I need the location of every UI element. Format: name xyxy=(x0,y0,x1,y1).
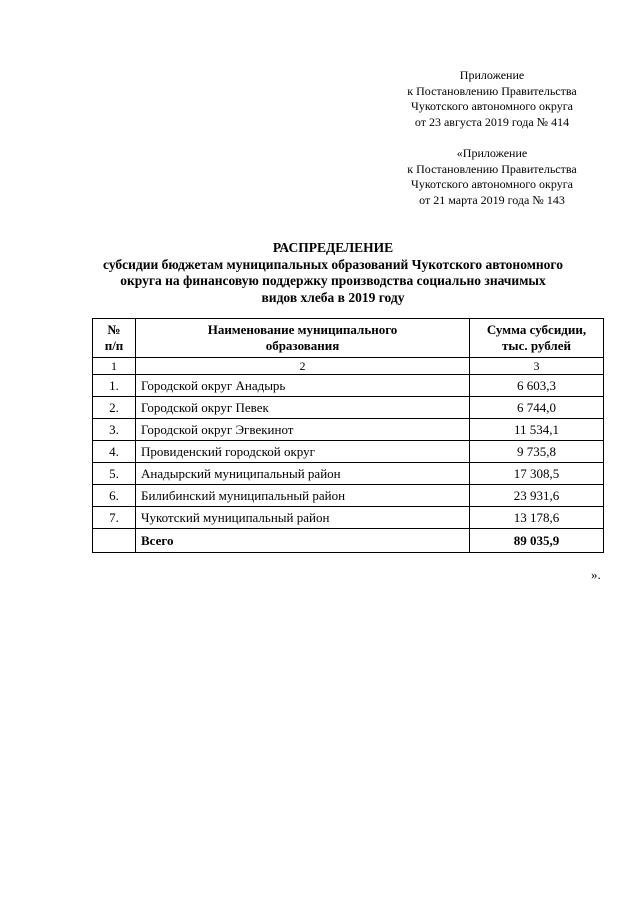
table-row xyxy=(93,441,604,463)
row-sum: 6 744,0 xyxy=(470,397,604,419)
appendix-line: к Постановлению Правительства xyxy=(407,83,577,98)
appendix-line: Чукотского автономного округа xyxy=(411,99,573,113)
header-num xyxy=(93,319,136,358)
total-num xyxy=(93,529,136,553)
title-line: субсидии бюджетам муниципальных образований Чукотского автономного xyxy=(103,256,563,272)
row-sum: 9 735,8 xyxy=(470,441,604,463)
appendix-previous xyxy=(370,146,614,208)
appendix-line: к Постановлению Правительства xyxy=(407,161,577,176)
closing-quote-mark: ». xyxy=(591,567,601,582)
column-number: 3 xyxy=(470,358,604,375)
row-name: Провиденский городской округ xyxy=(136,441,470,463)
table-row xyxy=(93,507,604,529)
header-sum xyxy=(470,319,604,358)
table-row xyxy=(93,485,604,507)
document-title xyxy=(60,240,606,306)
title-line: видов хлеба в 2019 году xyxy=(261,289,405,305)
table-row xyxy=(93,375,604,397)
appendix-line: от 23 августа 2019 года № 414 xyxy=(414,114,570,129)
total-row xyxy=(93,529,604,553)
row-num: 7. xyxy=(93,507,136,529)
row-name: Городской округ Анадырь xyxy=(136,375,470,397)
appendix-line: от 21 марта 2019 года № 143 xyxy=(419,192,565,207)
appendix-line: Приложение xyxy=(459,68,525,82)
row-sum: 11 534,1 xyxy=(470,419,604,441)
title-line: округа на финансовую поддержку производства социально значимых xyxy=(120,273,546,288)
title-heading: РАСПРЕДЕЛЕНИЕ xyxy=(272,240,394,255)
table-row xyxy=(93,463,604,485)
header-text: Сумма субсидии, xyxy=(486,322,587,337)
row-sum: 17 308,5 xyxy=(470,463,604,485)
row-name: Городской округ Певек xyxy=(136,397,470,419)
row-sum: 13 178,6 xyxy=(470,507,604,529)
table-header-row xyxy=(93,319,604,358)
row-num: 3. xyxy=(93,419,136,441)
row-num: 5. xyxy=(93,463,136,485)
table-row xyxy=(93,397,604,419)
column-number: 1 xyxy=(93,358,136,375)
row-num: 4. xyxy=(93,441,136,463)
header-text: Наименование муниципального xyxy=(207,322,398,337)
total-label: Всего xyxy=(136,529,470,553)
appendix-line: «Приложение xyxy=(456,146,528,160)
row-name: Билибинский муниципальный район xyxy=(136,485,470,507)
table-row xyxy=(93,419,604,441)
row-name: Анадырский муниципальный район xyxy=(136,463,470,485)
row-sum: 23 931,6 xyxy=(470,485,604,507)
row-num: 2. xyxy=(93,397,136,419)
column-number: 2 xyxy=(136,358,470,375)
row-name: Городской округ Эгвекинот xyxy=(136,419,470,441)
header-text: п/п xyxy=(104,338,124,353)
distribution-table xyxy=(92,318,604,553)
header-name xyxy=(136,319,470,358)
row-num: 1. xyxy=(93,375,136,397)
row-sum: 6 603,3 xyxy=(470,375,604,397)
row-num: 6. xyxy=(93,485,136,507)
header-text: образования xyxy=(265,338,340,353)
header-text: тыс. рублей xyxy=(502,338,571,353)
total-sum: 89 035,9 xyxy=(470,529,604,553)
column-number-row xyxy=(93,358,604,375)
row-name: Чукотский муниципальный район xyxy=(136,507,470,529)
header-text: № xyxy=(107,322,121,337)
appendix-line: Чукотского автономного округа xyxy=(411,177,573,191)
appendix-current xyxy=(370,68,614,130)
